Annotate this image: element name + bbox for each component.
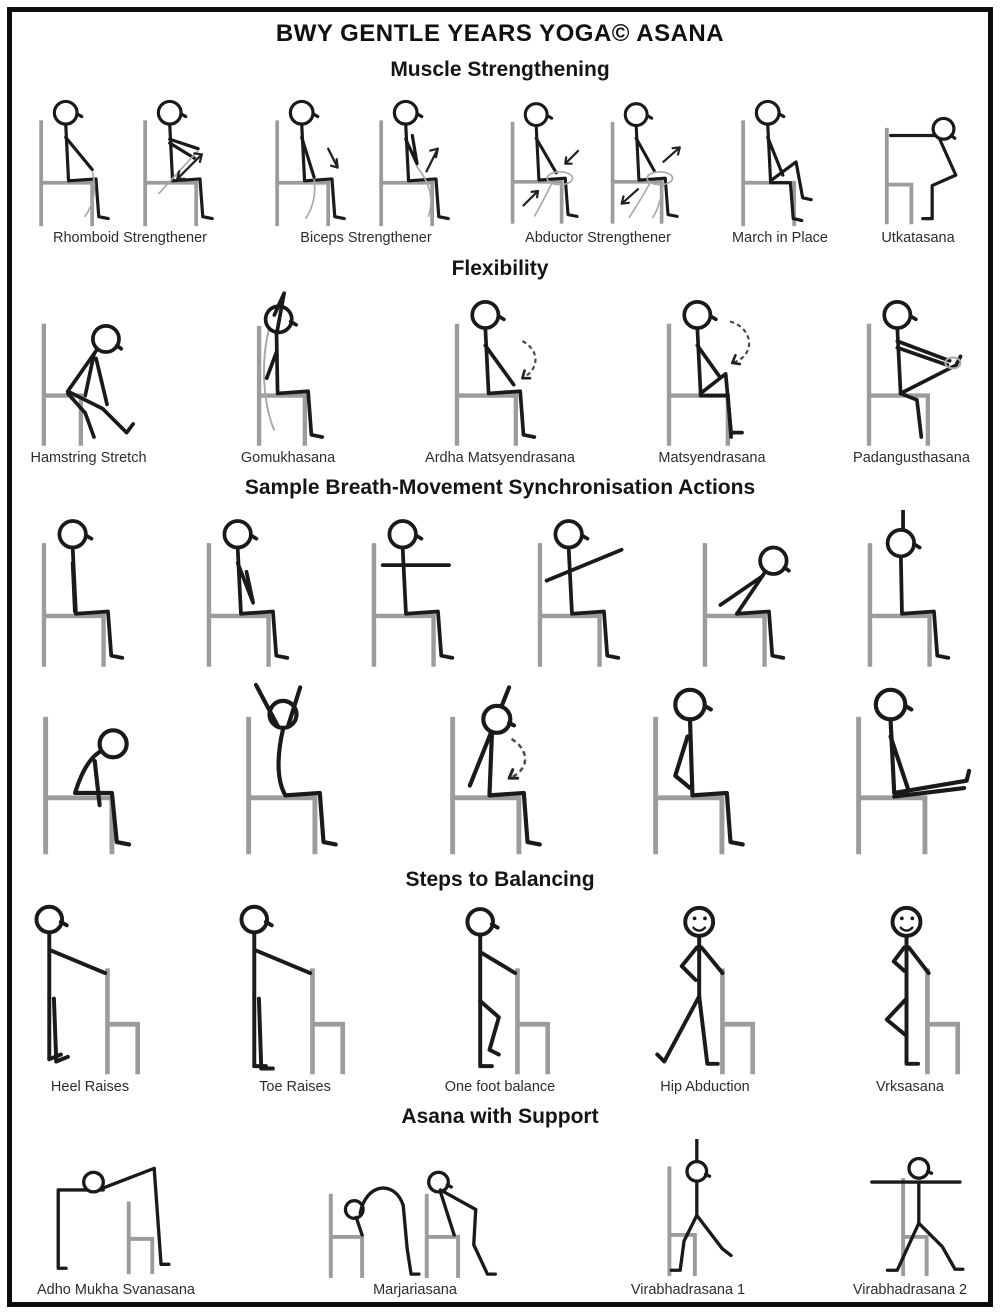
figure-hip-abduction — [641, 903, 769, 1078]
row-muscle-strengthening — [22, 92, 978, 246]
figure-matsyendrasana — [649, 291, 774, 449]
figure-abductor-strengthener-2 — [598, 92, 698, 229]
label-hip-abduction: Hip Abduction — [660, 1078, 750, 1095]
figure-gomukhasana — [226, 291, 351, 449]
group-virabhadrasana-1 — [624, 1139, 752, 1298]
figure-breath-arms-overhead — [852, 510, 974, 670]
label-marjariasana: Marjariasana — [373, 1281, 457, 1298]
section-title-muscle-strengthening: Muscle Strengthening — [390, 58, 610, 82]
section-title-breath-movement: Sample Breath-Movement Synchronisation Actions — [244, 475, 756, 499]
figure-hamstring-stretch — [26, 291, 151, 449]
group-hip-abduction — [641, 903, 769, 1095]
section-title-steps-to-balancing: Steps to Balancing — [405, 868, 595, 892]
row-breath-movement-2 — [22, 680, 978, 858]
row-breath-movement-1 — [22, 510, 978, 670]
figure-one-foot-balance — [436, 903, 564, 1078]
figure-toe-raises — [231, 903, 359, 1078]
figure-ardha-matsyendrasana — [437, 291, 562, 449]
figure-padangusthasana — [849, 291, 974, 449]
figure-abductor-strengthener-1 — [498, 92, 598, 229]
figure-utkatasana — [862, 92, 974, 229]
label-biceps-strengthener: Biceps Strengthener — [300, 230, 432, 247]
label-virabhadrasana-2: Virabhadrasana 2 — [852, 1281, 968, 1298]
group-rhomboid-strengthener — [26, 92, 234, 246]
poster-title: BWY GENTLE YEARS YOGA© ASANA — [275, 20, 725, 47]
figure-breath-arms-down — [26, 510, 148, 670]
figure-biceps-strengthener-1 — [262, 92, 366, 229]
row-steps-to-balancing — [22, 903, 978, 1095]
section-title-asana-with-support: Asana with Support — [401, 1104, 599, 1128]
label-virabhadrasana-1: Virabhadrasana 1 — [630, 1281, 746, 1298]
row-asana-with-support — [22, 1139, 978, 1298]
group-vrksasana — [846, 903, 974, 1095]
figure-breath-arms-raised-forward — [522, 510, 644, 670]
figure-rhomboid-strengthener-2 — [130, 92, 234, 229]
figure-breath-arms-up-arch — [229, 680, 364, 858]
group-padangusthasana — [849, 291, 974, 466]
figure-virabhadrasana-1 — [624, 1139, 752, 1281]
label-vrksasana: Vrksasana — [876, 1078, 944, 1095]
figure-breath-arms-bent — [191, 510, 313, 670]
figure-rhomboid-strengthener-1 — [26, 92, 130, 229]
group-hamstring-stretch — [26, 291, 151, 466]
label-ardha-matsyendrasana: Ardha Matsyendrasana — [425, 449, 575, 466]
section-title-flexibility: Flexibility — [451, 256, 549, 280]
figure-adho-mukha-svanasana — [26, 1139, 206, 1281]
figure-breath-diagonal-reach — [433, 680, 568, 858]
group-marjariasana — [300, 1139, 530, 1298]
row-flexibility — [22, 291, 978, 466]
figure-breath-upright — [636, 680, 771, 858]
smiley-face — [893, 907, 921, 935]
label-rhomboid-strengthener: Rhomboid Strengthener — [53, 230, 207, 247]
group-biceps-strengthener — [262, 92, 470, 246]
label-gomukhasana: Gomukhasana — [240, 449, 336, 466]
group-abductor-strengthener — [498, 92, 698, 246]
label-adho-mukha-svanasana: Adho Mukha Svanasana — [37, 1281, 195, 1298]
figure-biceps-strengthener-2 — [366, 92, 470, 229]
figure-breath-leg-extension — [839, 680, 974, 858]
group-matsyendrasana — [649, 291, 774, 466]
label-march-in-place: March in Place — [732, 230, 828, 247]
figure-virabhadrasana-2 — [846, 1139, 974, 1281]
figure-marjariasana — [300, 1139, 530, 1281]
figure-breath-forward-lean — [687, 510, 809, 670]
group-toe-raises — [231, 903, 359, 1095]
label-matsyendrasana: Matsyendrasana — [658, 449, 766, 466]
figure-breath-deep-fold — [26, 680, 161, 858]
group-march-in-place — [726, 92, 834, 246]
figure-march-in-place — [726, 92, 834, 229]
label-utkatasana: Utkatasana — [881, 230, 955, 247]
group-ardha-matsyendrasana — [425, 291, 575, 466]
figure-vrksasana — [846, 903, 974, 1078]
label-one-foot-balance: One foot balance — [444, 1078, 556, 1095]
label-heel-raises: Heel Raises — [50, 1078, 130, 1095]
label-hamstring-stretch: Hamstring Stretch — [30, 449, 147, 466]
figure-breath-arms-forward — [356, 510, 478, 670]
poster-frame — [7, 7, 993, 1307]
group-one-foot-balance — [436, 903, 564, 1095]
group-heel-raises — [26, 903, 154, 1095]
group-virabhadrasana-2 — [846, 1139, 974, 1298]
group-utkatasana — [862, 92, 974, 246]
group-gomukhasana — [226, 291, 351, 466]
label-padangusthasana: Padangusthasana — [853, 449, 970, 466]
label-toe-raises: Toe Raises — [259, 1078, 331, 1095]
figure-heel-raises — [26, 903, 154, 1078]
smiley-face — [685, 907, 713, 935]
group-adho-mukha-svanasana — [26, 1139, 206, 1298]
label-abductor-strengthener: Abductor Strengthener — [525, 230, 671, 247]
